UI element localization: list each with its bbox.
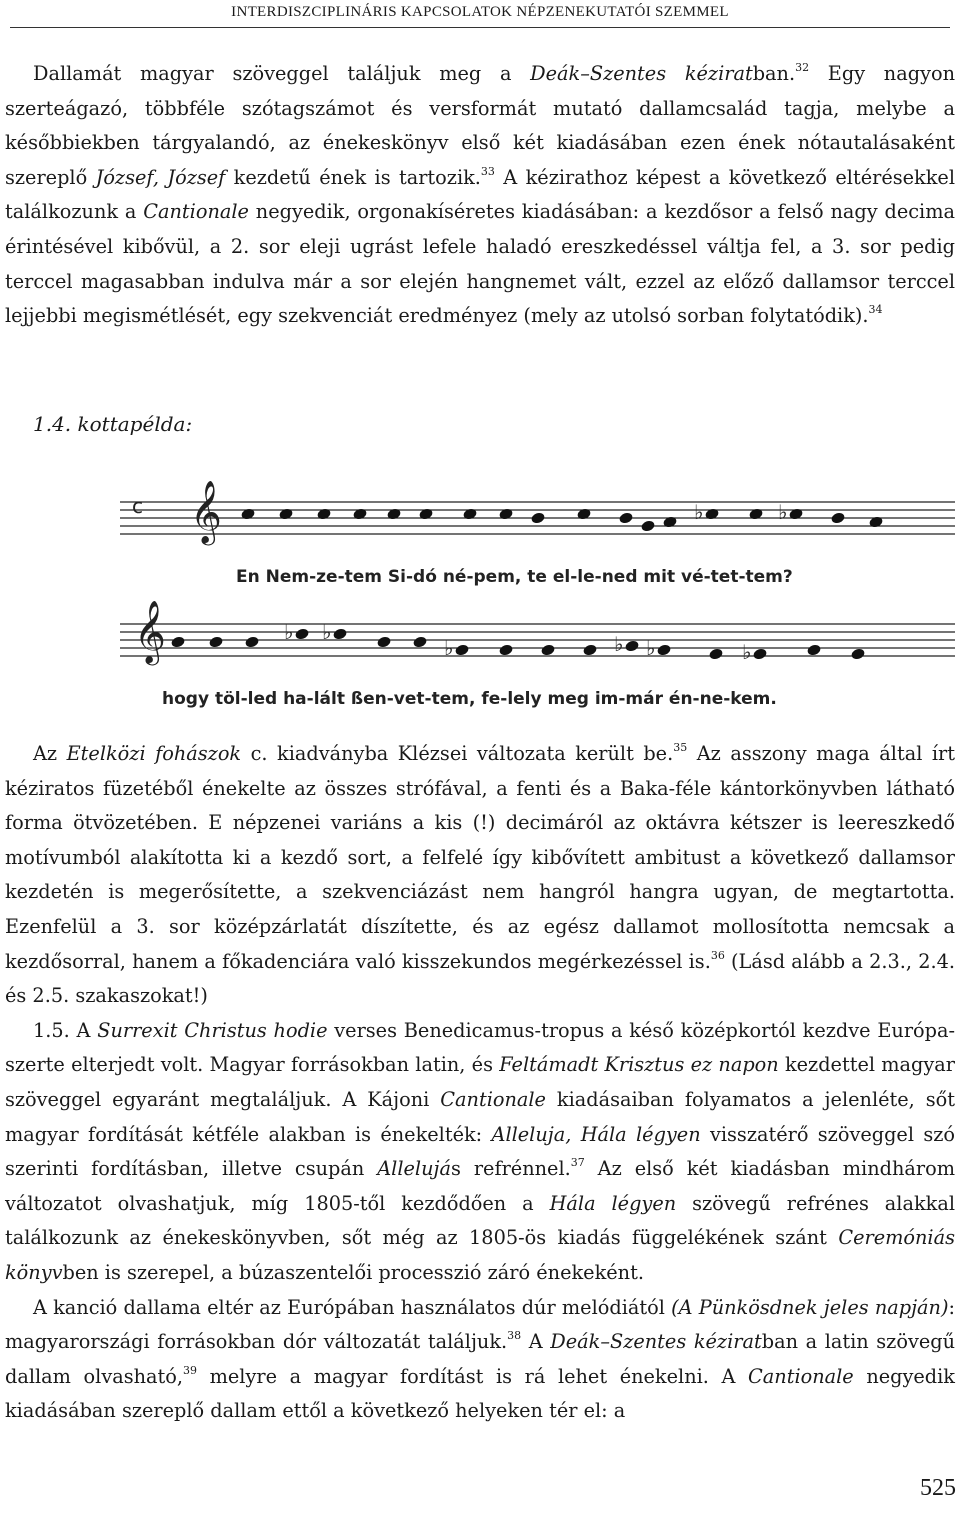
note-head <box>386 507 401 520</box>
clef-c-symbol: c <box>132 494 143 518</box>
text-span: szövegű refrénes alakkal találkozunk az énekeskönyvben, sőt még az 1805-ös kiadás függelékének szánt <box>5 1191 955 1250</box>
flat-sign-icon: ♭ <box>614 632 624 656</box>
note-head <box>208 635 223 648</box>
footnote-ref-39[interactable]: 39 <box>183 1363 198 1377</box>
music-score <box>120 478 955 718</box>
footnote-ref-33[interactable]: 33 <box>480 164 495 178</box>
italic-title: Allelujá <box>377 1157 451 1181</box>
note-head <box>640 519 655 532</box>
text-span: c. kiadványba Klézsei változata került be. <box>241 742 674 765</box>
note-head <box>656 643 671 656</box>
note-head <box>244 635 259 648</box>
text-span: melyre a magyar fordítást is rá lehet énekelni. A <box>197 1364 749 1388</box>
note-head <box>412 635 427 648</box>
flat-sign-icon: ♭ <box>444 636 454 660</box>
flat-sign-icon: ♭ <box>646 636 656 660</box>
note-head <box>582 643 597 656</box>
text-span: s refrénnel. <box>450 1157 571 1181</box>
note-head <box>498 643 513 656</box>
footnote-ref-36[interactable]: 36 <box>710 948 725 962</box>
italic-title: Ceremóniás könyv <box>5 1226 955 1284</box>
flat-sign-icon: ♭ <box>778 500 788 524</box>
note-head <box>530 511 545 524</box>
italic-title: Hála légyen <box>549 1191 677 1215</box>
note-head <box>540 643 555 656</box>
note-head <box>806 643 821 656</box>
flat-sign-icon: ♭ <box>694 500 704 524</box>
italic-title: Cantionale <box>143 200 249 224</box>
text-span: ban a latin szövegű dallam olvasható, <box>5 1330 956 1388</box>
italic-title: Cantionale <box>440 1087 546 1111</box>
page-number: 525 <box>920 1475 956 1501</box>
text-span: Az asszony maga által írt kéziratos füzetéből énekelte az összes strófával, a fenti és a Baka-féle kántorkönyvben látható forma ötvözetében. E népzenei variáns a kis (!) decimáról az oktávra kétszer is leereszkedő motívumból alakította ki a kezdő sort, a felfelé így kibővített ambitust a következő dallamsor kezdetén is megerősítette, a szekvenciázást nem hangról hangra ugyan, de megtartotta. Ezenfelül a 3. sor középzárlatát díszítette, és az egész dallamot mollosította nemcsak a kezdősorral, hanem a főkadenciára való kisszekundos megérkezéssel is. <box>5 742 956 973</box>
note-head <box>662 515 677 528</box>
italic-title: Feltámadt Krisztus ez napon <box>499 1053 779 1077</box>
note-head <box>708 647 723 660</box>
text-span: : magyarországi forrásokban dór változatát találjuk. <box>5 1295 955 1354</box>
treble-clef-icon: 𝄞 <box>134 600 166 663</box>
paragraph-body <box>5 737 955 1429</box>
lyrics-line-2: hogy töl-led ha-lált ßen-vet-tem, fe-lely meg im-már én-ne-kem. <box>162 689 777 709</box>
text-span: Az <box>33 742 67 765</box>
treble-clef-icon: 𝄞 <box>190 480 222 543</box>
footnote-ref-35[interactable]: 35 <box>673 741 688 754</box>
note-head <box>316 507 331 520</box>
running-header: INTERDISZCIPLINÁRIS KAPCSOLATOK NÉPZENEKUTATÓI SZEMMEL <box>231 4 729 20</box>
text-span: ben is szerepel, a búzaszentelői processzió záró énekeként. <box>62 1260 644 1284</box>
note-head <box>704 507 719 520</box>
text-span: negyedik kiadásában szereplő dallam ettől a következő helyeken tér el: a <box>5 1364 955 1423</box>
header-divider <box>10 27 950 28</box>
text-span: 1.5. A <box>33 1018 98 1042</box>
note-head <box>294 627 309 640</box>
note-head <box>454 643 469 656</box>
text-span: A kanció dallama eltér az Európában használatos dúr melódiától <box>33 1295 672 1319</box>
footnote-ref-38[interactable]: 38 <box>507 1329 522 1343</box>
flat-sign-icon: ♭ <box>284 620 294 644</box>
text-span: Az első két kiadásban mindhárom változatot olvashatjuk, míg 1805-től kezdődően a <box>5 1157 955 1215</box>
note-head <box>170 635 185 648</box>
note-head <box>278 507 293 520</box>
text-span: kezdettel magyar szöveggel egyaránt megtaláljuk. A Kájoni <box>5 1053 955 1111</box>
text-span: kiadásaiban folyamatos a jelenléte, sőt magyar fordítását kétféle alakban is énekelték: <box>5 1087 955 1146</box>
text-span: kezdetű ének is tartozik. <box>225 165 481 189</box>
note-head <box>332 627 347 640</box>
text-span: A kézirathoz képest a következő eltérésekkel találkozunk a <box>5 165 955 224</box>
note-head <box>576 507 591 520</box>
lyrics-line-1: En Nem-ze-tem Si-dó né-pem, te el-le-ned mit vé-tet-tem? <box>236 567 793 587</box>
text-span: ban. <box>752 62 796 85</box>
note-head <box>376 635 391 648</box>
italic-title: Cantionale <box>748 1364 854 1388</box>
footnote-ref-34[interactable]: 34 <box>868 303 883 317</box>
text-span: verses Benedicamus-tropus a késő középkortól kezdve Európa-szerte elterjedt volt. Magyar forrásokban latin, és <box>5 1018 955 1077</box>
footnote-ref-37[interactable]: 37 <box>570 1156 585 1170</box>
note-head <box>752 647 767 660</box>
note-head <box>418 507 433 520</box>
italic-title: József, József <box>95 165 226 189</box>
note-head <box>240 507 255 520</box>
text-span: Egy nagyon szerteágazó, többféle szótagszámot és versformát mutató dallamcsalád tagja, melybe a későbbiekben tárgyalandó, az énekeskönyv első két kiadásában ezen ének nótautalásaként szereplő <box>5 62 955 189</box>
italic-title: Alleluja, Hála légyen <box>491 1122 701 1146</box>
note-head <box>498 507 513 520</box>
staff-line-2 <box>120 624 955 656</box>
text-span: negyedik, orgonakíséretes kiadásában: a kezdősor a felső nagy decima érintésével kibővül, a 2. sor eleji ugrást lefele haladó ereszkedéssel váltja fel, a 3. sor pedig terccel magasabban indulva már a sor elején hangnemet vált, ezzel az előző dallamsor terccel lejjebbi megismétlését, egy szekvenciát eredményez (mely az utolsó sorban folytatódik). <box>5 200 956 328</box>
note-head <box>748 507 763 520</box>
note-head <box>462 507 477 520</box>
note-head <box>788 507 803 520</box>
italic-title: Deák–Szentes kézirat <box>550 1330 762 1354</box>
example-caption: 1.4. kottapélda: <box>33 412 193 436</box>
note-head <box>868 515 883 528</box>
text-span: Dallamát magyar szöveggel találjuk meg a <box>33 62 531 85</box>
text-span: visszatérő szöveggel szó szerinti fordításban, illetve csupán <box>5 1122 955 1181</box>
note-head <box>850 647 865 660</box>
text-span: (Lásd alább a 2.3., 2.4. és 2.5. szakaszokat!) <box>5 949 955 1008</box>
note-head <box>618 511 633 524</box>
note-head <box>830 511 845 524</box>
italic-title: Surrexit Christus hodie <box>97 1018 328 1042</box>
flat-sign-icon: ♭ <box>742 640 752 664</box>
note-head <box>352 507 367 520</box>
italic-title: Etelközi fohászok <box>66 742 242 765</box>
note-head <box>624 639 639 652</box>
italic-title: (A Pünkösdnek jeles napján) <box>671 1295 949 1319</box>
paragraph-intro <box>5 57 955 334</box>
footnote-ref-32[interactable]: 32 <box>795 61 810 74</box>
text-span: A <box>521 1330 551 1354</box>
italic-title: Deák–Szentes kézirat <box>530 62 753 85</box>
flat-sign-icon: ♭ <box>322 620 332 644</box>
